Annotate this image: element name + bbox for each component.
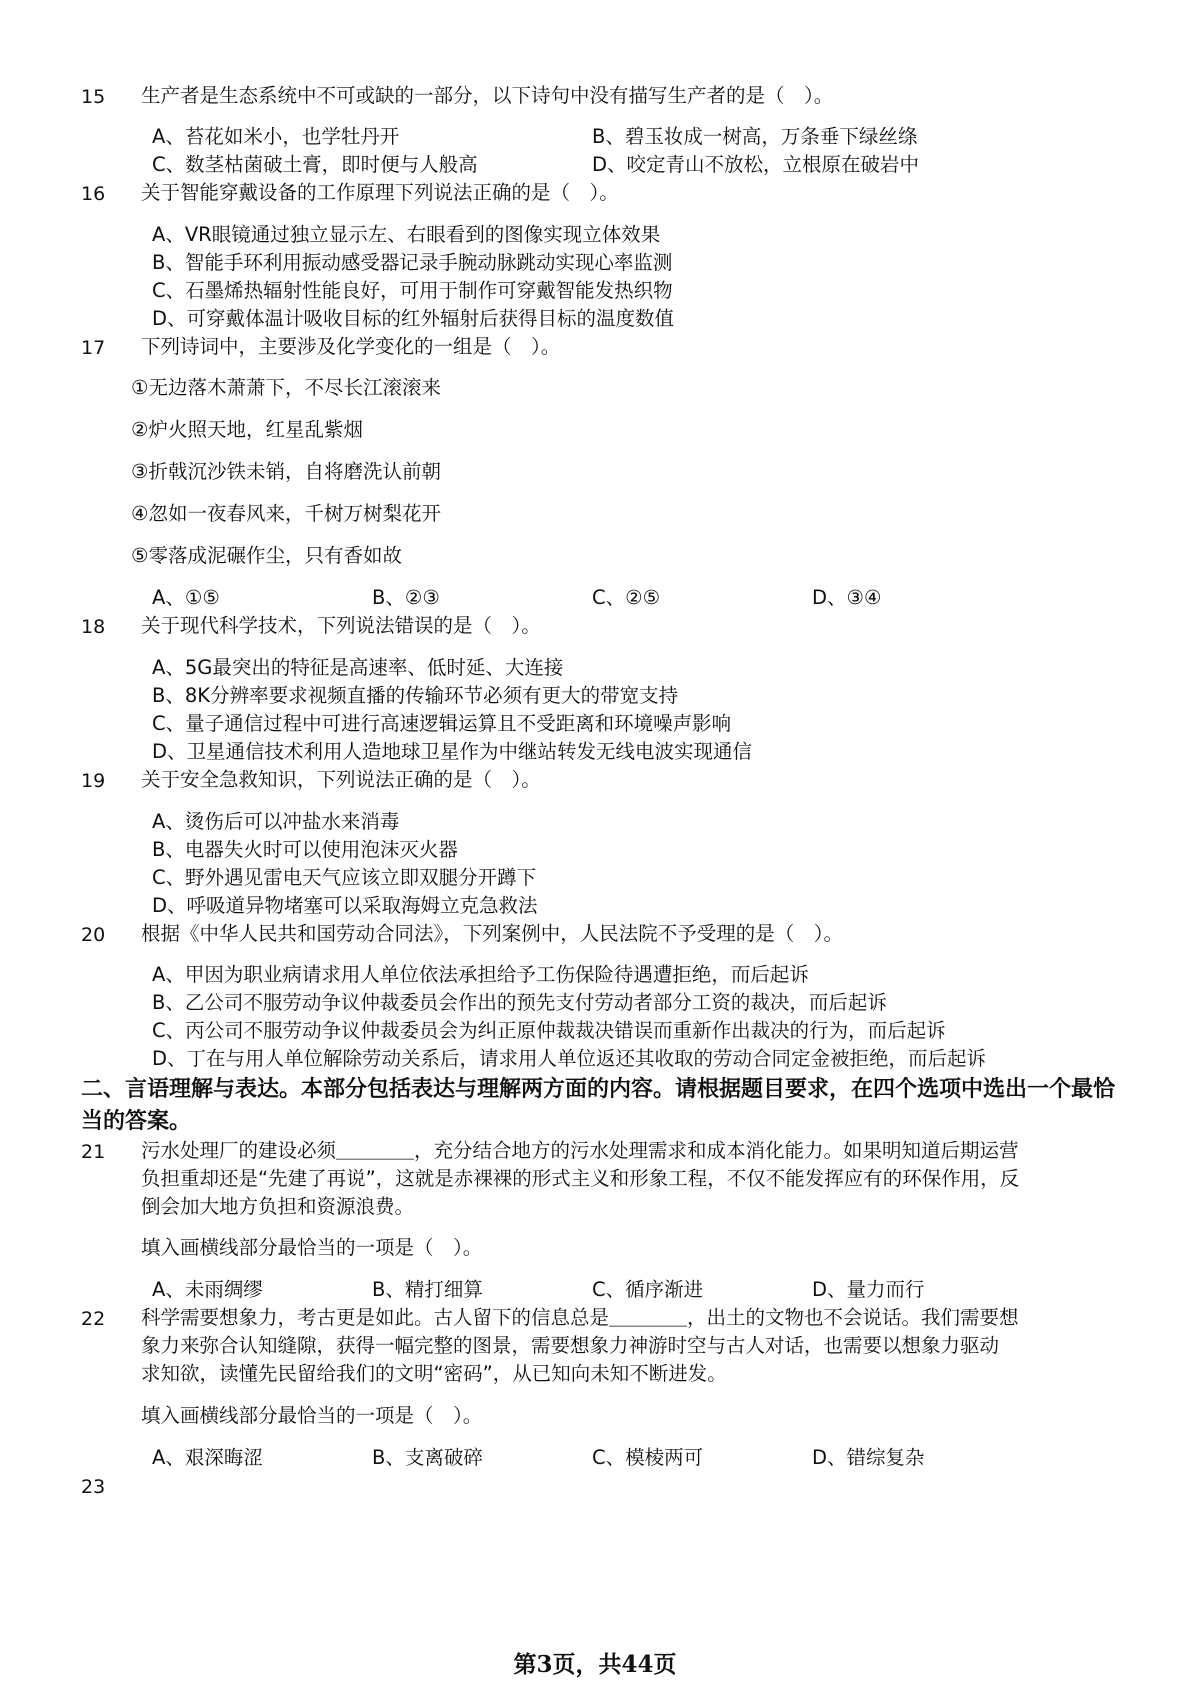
option-b: B、支离破碎 (372, 1446, 483, 1469)
question-stem: 生产者是生态系统中不可或缺的一部分，以下诗句中没有描写生产者的是（ ）。 (141, 84, 834, 107)
question-number: 17 (81, 337, 106, 359)
option-a: A、VR眼镜通过独立显示左、右眼看到的图像实现立体效果 (152, 223, 661, 246)
option-c: C、数茎枯菌破土膏，即时便与人般高 (152, 153, 478, 176)
question-number: 23 (81, 1476, 106, 1498)
poem-item: ①无边落木萧萧下，不尽长江滚滚来 (131, 376, 441, 399)
question-stem-line: 污水处理厂的建设必须＿＿＿＿，充分结合地方的污水处理需求和成本消化能力。如果明知道后期运营 (141, 1139, 1019, 1162)
option-b: B、碧玉妆成一树高，万条垂下绿丝绦 (592, 125, 918, 148)
question-stem: 关于现代科学技术，下列说法错误的是（ ）。 (141, 614, 541, 637)
option-a: A、甲因为职业病请求用人单位依法承担给予工伤保险待遇遭拒绝，而后起诉 (152, 963, 809, 986)
option-a: A、①⑤ (152, 586, 220, 609)
question-stem: 下列诗词中，主要涉及化学变化的一组是（ ）。 (141, 335, 561, 358)
option-d: D、咬定青山不放松，立根原在破岩中 (592, 153, 920, 176)
question-number: 15 (81, 86, 106, 108)
option-b: B、精打细算 (372, 1278, 483, 1301)
option-c: C、循序渐进 (592, 1278, 704, 1301)
option-d: D、呼吸道异物堵塞可以采取海姆立克急救法 (152, 894, 538, 917)
poem-item: ④忽如一夜春风来，千树万树梨花开 (131, 502, 441, 525)
option-c: C、模棱两可 (592, 1446, 704, 1469)
poem-item: ⑤零落成泥碾作尘，只有香如故 (131, 544, 402, 567)
question-prompt: 填入画横线部分最恰当的一项是（ ）。 (141, 1236, 483, 1259)
option-d: D、卫星通信技术利用人造地球卫星作为中继站转发无线电波实现通信 (152, 740, 753, 763)
question-number: 20 (81, 924, 106, 946)
option-c: C、石墨烯热辐射性能良好，可用于制作可穿戴智能发热织物 (152, 279, 673, 302)
option-c: C、丙公司不服劳动争议仲裁委员会为纠正原仲裁裁决错误而重新作出裁决的行为，而后起诉 (152, 1019, 946, 1042)
question-number: 18 (81, 616, 106, 638)
option-b: B、乙公司不服劳动争议仲裁委员会作出的预先支付劳动者部分工资的裁决，而后起诉 (152, 991, 887, 1014)
option-d: D、丁在与用人单位解除劳动关系后，请求用人单位返还其收取的劳动合同定金被拒绝，而后起诉 (152, 1047, 987, 1070)
page-footer: 第3页，共44页 (513, 1651, 677, 1678)
question-stem: 关于智能穿戴设备的工作原理下列说法正确的是（ ）。 (141, 181, 619, 204)
section-title: 二、言语理解与表达。本部分包括表达与理解两方面的内容。请根据题目要求，在四个选项中选出一个最恰当的答案。 (81, 1077, 1116, 1134)
option-a: A、烫伤后可以冲盐水来消毒 (152, 810, 400, 833)
poem-item: ②炉火照天地，红星乱紫烟 (131, 418, 363, 441)
poem-item: ③折戟沉沙铁未销，自将磨洗认前朝 (131, 460, 441, 483)
option-c: C、野外遇见雷电天气应该立即双腿分开蹲下 (152, 866, 537, 889)
question-stem-line: 负担重却还是“先建了再说”，这就是赤裸裸的形式主义和形象工程，不仅不能发挥应有的环保作用，反 (141, 1167, 1020, 1190)
option-a: A、苔花如米小，也学牡丹开 (152, 125, 400, 148)
question-stem-line: 象力来弥合认知缝隙，获得一幅完整的图景，需要想象力神游时空与古人对话，也需要以想象力驱动 (141, 1334, 1000, 1357)
option-b: B、8K分辨率要求视频直播的传输环节必须有更大的带宽支持 (152, 684, 679, 707)
question-number: 21 (81, 1141, 106, 1163)
question-number: 22 (81, 1308, 106, 1330)
question-number: 16 (81, 183, 106, 205)
question-stem-line: 求知欲，读懂先民留给我们的文明“密码”，从已知向未知不断进发。 (141, 1362, 727, 1385)
question-number: 19 (81, 770, 106, 792)
option-d: D、错综复杂 (812, 1446, 925, 1469)
option-a: A、未雨绸缪 (152, 1278, 263, 1301)
option-d: D、③④ (812, 586, 882, 609)
option-a: A、艰深晦涩 (152, 1446, 263, 1469)
option-d: D、可穿戴体温计吸收目标的红外辐射后获得目标的温度数值 (152, 307, 675, 330)
option-d: D、量力而行 (812, 1278, 925, 1301)
question-stem: 根据《中华人民共和国劳动合同法》，下列案例中，人民法院不予受理的是（ ）。 (141, 922, 844, 945)
question-stem-line: 科学需要想象力，考古更是如此。古人留下的信息总是＿＿＿＿，出土的文物也不会说话。我们需要想 (141, 1306, 1019, 1329)
option-c: C、②⑤ (592, 586, 661, 609)
option-a: A、5G最突出的特征是高速率、低时延、大连接 (152, 656, 564, 679)
question-prompt: 填入画横线部分最恰当的一项是（ ）。 (141, 1404, 483, 1427)
option-c: C、量子通信过程中可进行高速逻辑运算且不受距离和环境噪声影响 (152, 712, 732, 735)
question-stem-line: 倒会加大地方负担和资源浪费。 (141, 1195, 415, 1218)
option-b: B、智能手环利用振动感受器记录手腕动脉跳动实现心率监测 (152, 251, 673, 274)
question-stem: 关于安全急救知识，下列说法正确的是（ ）。 (141, 768, 541, 791)
option-b: B、②③ (372, 586, 440, 609)
option-b: B、电器失火时可以使用泡沫灭火器 (152, 838, 458, 861)
